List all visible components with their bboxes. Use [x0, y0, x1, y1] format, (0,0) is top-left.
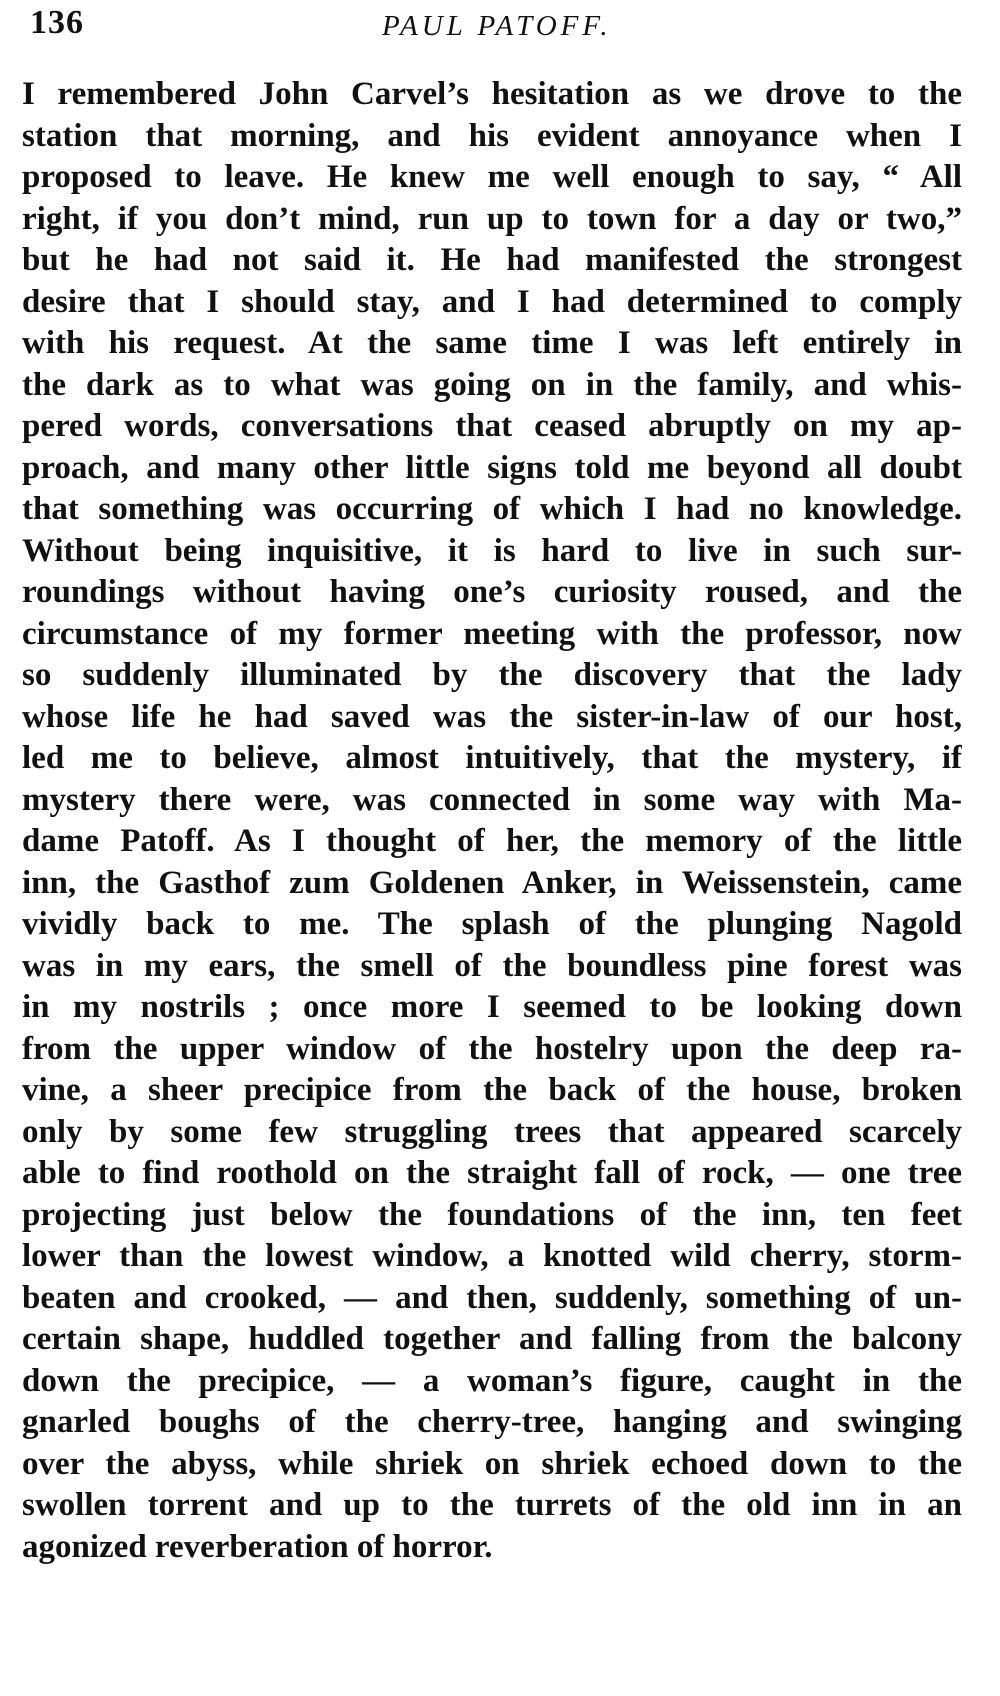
text-line: circumstance of my former meeting with the professor, now	[22, 615, 962, 652]
text-line: agonized reverberation of horror.	[22, 1528, 493, 1565]
body-paragraph	[22, 74, 962, 1568]
text-line: from the upper window of the hostelry upon the deep ra-	[22, 1030, 962, 1067]
running-title: PAUL PATOFF.	[382, 10, 612, 42]
text-line: but he had not said it. He had manifested the strongest	[22, 242, 962, 278]
page-header	[30, 4, 670, 52]
text-line: lower than the lowest window, a knotted wild cherry, storm-	[22, 1238, 962, 1274]
text-line: dame Patoff. As I thought of her, the memory of the little	[22, 823, 962, 859]
text-line: was in my ears, the smell of the boundless pine forest was	[22, 947, 962, 984]
text-line: with his request. At the same time I was left entirely in	[22, 325, 962, 361]
page-number: 136	[30, 4, 84, 41]
text-line: beaten and crooked, — and then, suddenly, something of un-	[22, 1279, 962, 1316]
text-line: in my nostrils ; once more I seemed to be looking down	[22, 989, 962, 1025]
text-line: swollen torrent and up to the turrets of the old inn in an	[22, 1487, 962, 1523]
text-line: down the precipice, — a woman’s figure, caught in the	[22, 1362, 962, 1399]
text-line: I remembered John Carvel’s hesitation as we drove to the	[22, 76, 962, 112]
text-line: pered words, conversations that ceased abruptly on my ap-	[22, 408, 962, 444]
text-line: able to find roothold on the straight fall of rock, — one tree	[22, 1155, 962, 1191]
text-line: so suddenly illuminated by the discovery that the lady	[22, 657, 962, 693]
text-line: desire that I should stay, and I had determined to comply	[22, 283, 962, 320]
text-line: projecting just below the foundations of the inn, ten feet	[22, 1196, 962, 1233]
text-line: vividly back to me. The splash of the plunging Nagold	[22, 906, 962, 942]
text-line: led me to believe, almost intuitively, that the mystery, if	[22, 740, 962, 776]
text-line: only by some few struggling trees that appeared scarcely	[22, 1113, 962, 1150]
text-line: proach, and many other little signs told me beyond all doubt	[22, 449, 962, 486]
text-line: gnarled boughs of the cherry-tree, hanging and swinging	[22, 1404, 962, 1440]
text-line: proposed to leave. He knew me well enough to say, “ All	[22, 159, 962, 195]
text-line: right, if you don’t mind, run up to town for a day or two,”	[22, 200, 962, 237]
text-line: certain shape, huddled together and falling from the balcony	[22, 1321, 962, 1357]
text-line: the dark as to what was going on in the family, and whis-	[22, 366, 962, 403]
text-line: Without being inquisitive, it is hard to live in such sur-	[22, 532, 962, 569]
text-line: station that morning, and his evident annoyance when I	[22, 117, 962, 154]
text-line: whose life he had saved was the sister-in-law of our host,	[22, 698, 962, 735]
text-line: inn, the Gasthof zum Goldenen Anker, in Weissenstein, came	[22, 864, 962, 901]
text-line: roundings without having one’s curiosity roused, and the	[22, 574, 962, 610]
text-line: over the abyss, while shriek on shriek echoed down to the	[22, 1445, 962, 1482]
text-line: that something was occurring of which I had no knowledge.	[22, 491, 962, 527]
text-line: mystery there were, was connected in some way with Ma-	[22, 781, 962, 818]
text-line: vine, a sheer precipice from the back of the house, broken	[22, 1072, 962, 1108]
